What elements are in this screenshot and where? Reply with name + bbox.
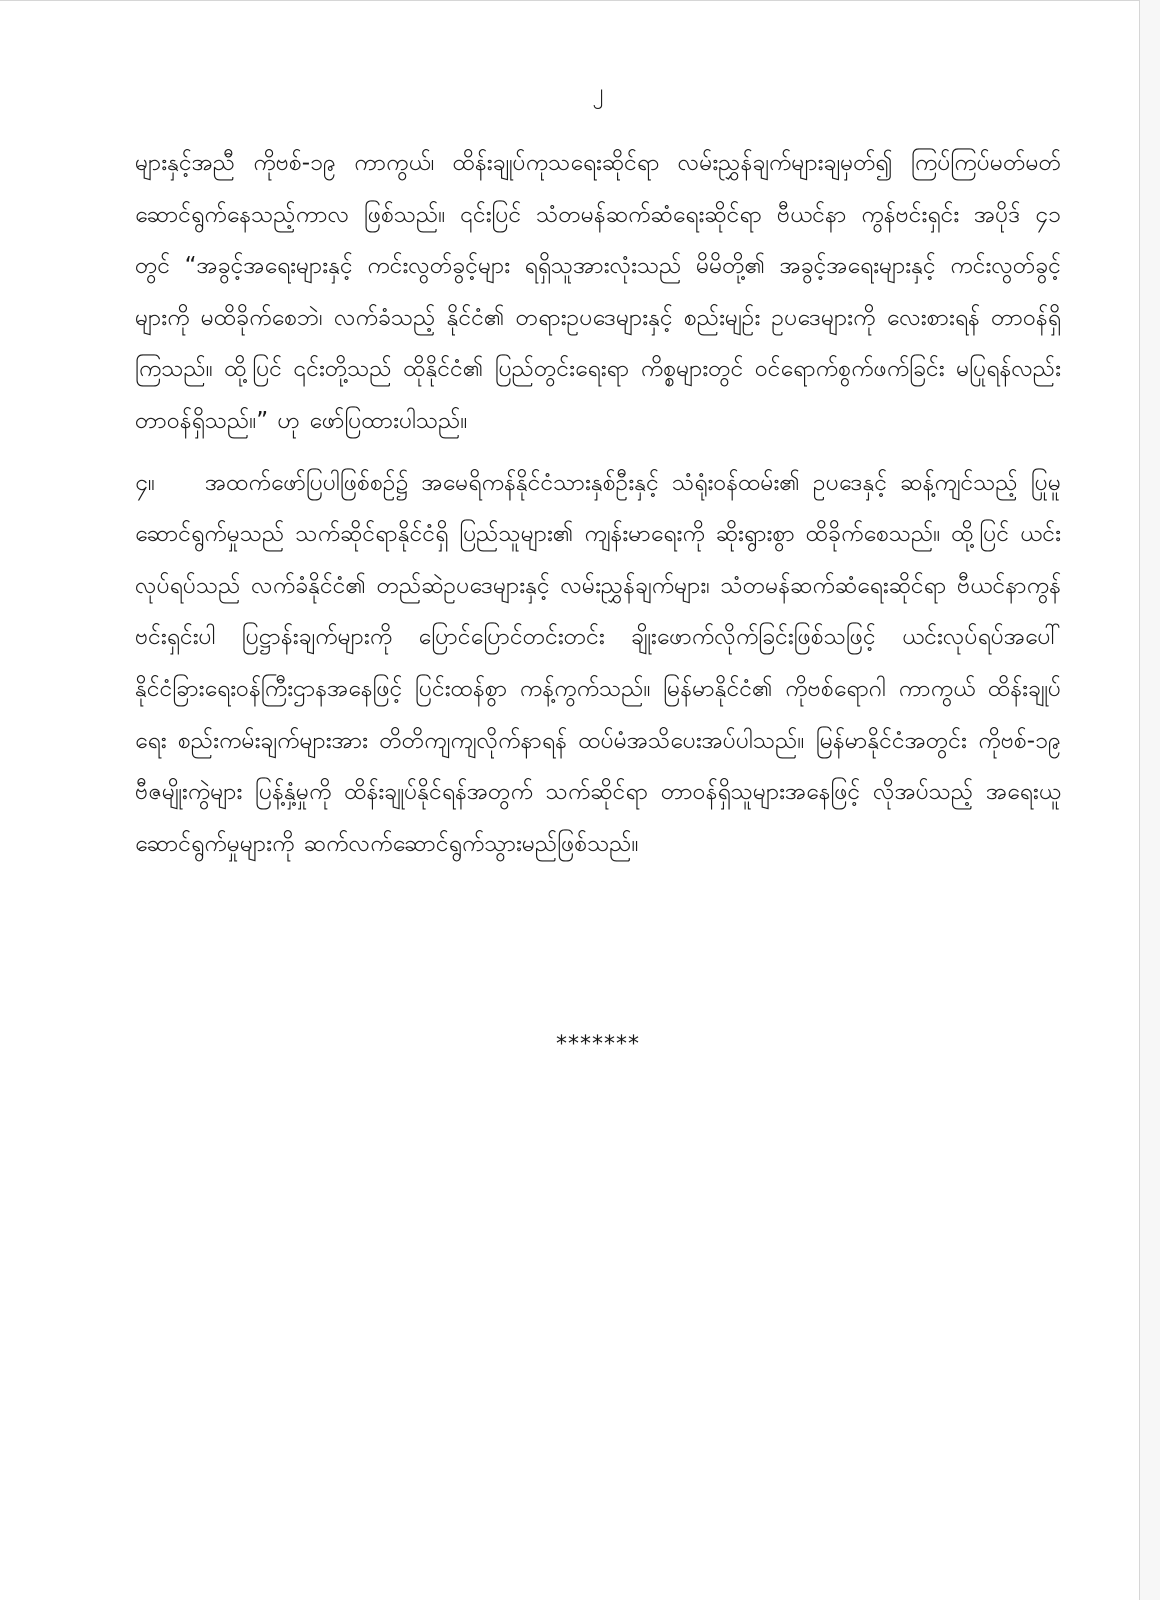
paragraph-4 xyxy=(135,458,1061,871)
paragraph-text: များနှင့်အညီ ကိုဗစ်-၁၉ ကာကွယ်၊ ထိန်းချုပ်ကုသရေးဆိုင်ရာ လမ်းညွှန်ချက်များချမှတ်၍ ကြပ်ကြပ်မတ်မတ် ဆောင်ရွက်နေသည့်ကာလ ဖြစ်သည်။ ၎င်းပြင် သံတမန်ဆက်ဆံရေးဆိုင်ရာ ဗီယင်နာ ကွန်ဗင်းရှင်း အပိုဒ် ၄၁ တွင် “အခွင့်အရေးများနှင့် ကင်းလွတ်ခွင့်များ ရရှိသူအားလုံးသည် မိမိတို့၏ အခွင့်အရေးများနှင့် ကင်းလွတ်ခွင့်များကို မထိခိုက်စေဘဲ၊ လက်ခံသည့် နိုင်ငံ၏ တရားဥပဒေများနှင့် စည်းမျဉ်း ဥပဒေများကို လေးစားရန် တာဝန်ရှိကြသည်။ ထို့ပြင် ၎င်းတို့သည် ထိုနိုင်ငံ၏ ပြည်တွင်းရေးရာ ကိစ္စများတွင် ဝင်ရောက်စွက်ဖက်ခြင်း မပြုရန်လည်း တာဝန်ရှိသည်။” ဟု ဖော်ပြထားပါသည်။ xyxy=(135,150,1061,434)
paragraph-continuation xyxy=(135,138,1061,448)
page-top-border xyxy=(0,0,1160,1)
paragraph-text: အထက်ဖော်ပြပါဖြစ်စဉ်၌ အမေရိကန်နိုင်ငံသားနှစ်ဦးနှင့် သံရုံးဝန်ထမ်း၏ ဥပဒေနှင့် ဆန့်ကျင်သည့် ပြုမူဆောင်ရွက်မှုသည် သက်ဆိုင်ရာနိုင်ငံရှိ ပြည်သူများ၏ ကျန်းမာရေးကို ဆိုးရွားစွာ ထိခိုက်စေသည်။ ထို့ပြင် ယင်းလုပ်ရပ်သည် လက်ခံနိုင်ငံ၏ တည်ဆဲဥပဒေများနှင့် လမ်းညွှန်ချက်များ၊ သံတမန်ဆက်ဆံရေးဆိုင်ရာ ဗီယင်နာကွန်ဗင်းရှင်းပါ ပြဋ္ဌာန်းချက်များကို ပြောင်ပြောင်တင်းတင်း ချိုးဖောက်လိုက်ခြင်းဖြစ်သဖြင့် ယင်းလုပ်ရပ်အပေါ် နိုင်ငံခြားရေးဝန်ကြီးဌာနအနေဖြင့် ပြင်းထန်စွာ ကန့်ကွက်သည်။ မြန်မာနိုင်ငံ၏ ကိုဗစ်ရောဂါ ကာကွယ် ထိန်းချုပ်ရေး စည်းကမ်းချက်များအား တိတိကျကျလိုက်နာရန် ထပ်မံအသိပေးအပ်ပါသည်။ မြန်မာနိုင်ငံအတွင်း ကိုဗစ်-၁၉ ဗီဇမျိုးကွဲများ ပြန့်နှံ့မှုကို ထိန်းချုပ်နိုင်ရန်အတွက် သက်ဆိုင်ရာ တာဝန်ရှိသူများအနေဖြင့် လိုအပ်သည့် အရေးယူဆောင်ရွက်မှုများကို ဆက်လက်ဆောင်ရွက်သွားမည်ဖြစ်သည်။ xyxy=(135,469,1061,857)
page-right-margin xyxy=(1139,0,1160,1600)
body-text xyxy=(135,138,1061,870)
page-number: ၂ xyxy=(592,80,604,105)
end-separator: ******* xyxy=(556,1032,640,1057)
paragraph-number: ၄။ xyxy=(135,469,155,496)
